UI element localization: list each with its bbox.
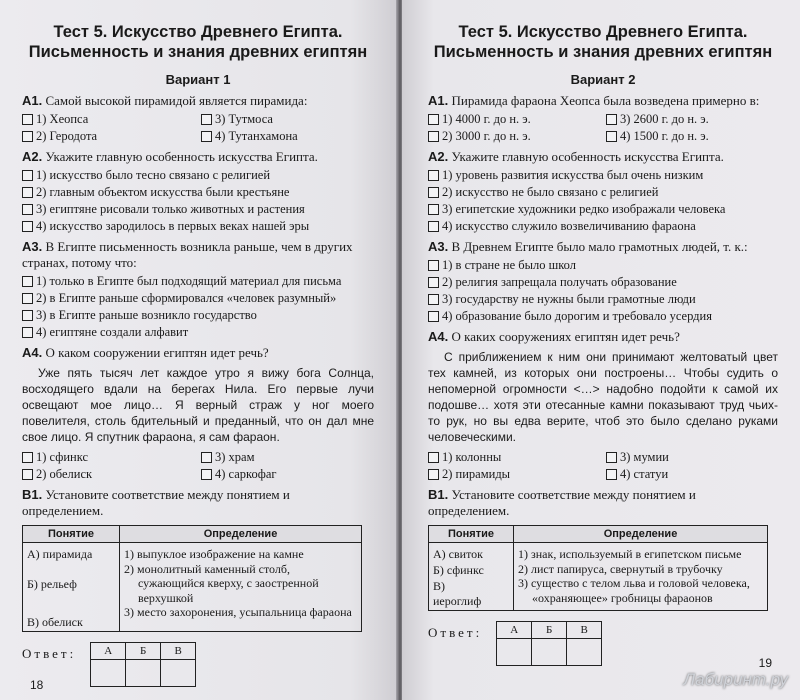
checkbox[interactable]: [606, 452, 617, 463]
option-label: 3) мумии: [620, 450, 669, 464]
checkbox[interactable]: [428, 114, 439, 125]
question-a2: [22, 149, 374, 165]
answer-option[interactable]: [606, 449, 778, 466]
checkbox[interactable]: [22, 469, 33, 480]
a4-options: [428, 449, 778, 483]
quoted-passage: С приближением к ним они принимают желтоватый цвет тех камней, из которых они построены… Чтобы судить о непомерной огромности <…> надобно подойти к самой их подошве… хотя эти отесанные камни показывают труд чьих-то рук, но вы едва верите, чтоб это было сделано руками человеческими.: [428, 350, 778, 444]
quoted-passage: Уже пять тысяч лет каждое утро я вижу бога Солнца, восходящего вдали на берегах Нила. Его первые лучи освещают мое лицо… Я верный страж у ног моего повелителя, столь бдительный и преданный, что он дал мне свое лицо. Я спутник фараона, я сам фараон.: [22, 366, 374, 444]
answer-option[interactable]: [22, 111, 195, 128]
column-header: Понятие: [23, 526, 120, 543]
option-label: 3) 2600 г. до н. э.: [620, 112, 709, 126]
option-label: 1) в стране не было школ: [442, 258, 577, 272]
answer-option[interactable]: [428, 257, 778, 274]
checkbox[interactable]: [428, 260, 439, 271]
answer-grid: [90, 642, 196, 687]
checkbox[interactable]: [22, 131, 33, 142]
question-a3: [22, 239, 374, 271]
option-label: 4) египтяне создали алфавит: [36, 325, 189, 339]
checkbox[interactable]: [22, 187, 33, 198]
option-label: 4) саркофаг: [215, 467, 277, 481]
answer-cell[interactable]: [126, 659, 161, 686]
option-label: 1) Хеопса: [36, 112, 89, 126]
answer-option[interactable]: [201, 128, 374, 145]
checkbox[interactable]: [22, 204, 33, 215]
term: Б) рельеф: [27, 577, 77, 591]
checkbox[interactable]: [606, 469, 617, 480]
question-text: Установите соответствие между понятием и определением.: [22, 487, 290, 518]
question-a4: [22, 345, 374, 361]
question-number: А1.: [428, 93, 449, 108]
question-number: А3.: [428, 239, 449, 254]
answer-col-header: В: [161, 642, 196, 659]
answer-option[interactable]: [22, 290, 374, 307]
checkbox[interactable]: [22, 170, 33, 181]
a4-options: [22, 449, 374, 483]
checkbox[interactable]: [428, 170, 439, 181]
page-number: 18: [30, 678, 44, 692]
option-label: 1) сфинкс: [36, 450, 89, 464]
question-text: Пирамида фараона Хеопса была возведена примерно в:: [451, 93, 760, 108]
option-label: 1) искусство было тесно связано с религией: [36, 168, 271, 182]
answer-col-header: Б: [532, 622, 567, 639]
answer-option[interactable]: [428, 111, 600, 128]
option-label: 4) искусство зародилось в первых веках нашей эры: [36, 219, 310, 233]
answer-col-header: Б: [126, 642, 161, 659]
option-label: 3) египтяне рисовали только животных и растения: [36, 202, 305, 216]
answer-option[interactable]: [22, 307, 374, 324]
term-cell: [429, 543, 514, 611]
answer-option[interactable]: [201, 449, 374, 466]
answer-cell[interactable]: [497, 639, 532, 666]
test-title-line1: Тест 5. Искусство Древнего Египта.: [53, 23, 343, 41]
answer-option[interactable]: [22, 201, 374, 218]
checkbox[interactable]: [428, 277, 439, 288]
answer-option[interactable]: [428, 218, 778, 235]
answer-option[interactable]: [22, 466, 195, 483]
answer-option[interactable]: [428, 184, 778, 201]
answer-cell[interactable]: [91, 659, 126, 686]
option-label: 4) искусство служило возвеличиванию фараона: [442, 219, 696, 233]
test-title-line2: Письменность и знания древних египтян: [433, 43, 773, 61]
test-title: [428, 22, 778, 62]
option-label: 3) храм: [215, 450, 255, 464]
column-header: Определение: [120, 526, 362, 543]
option-label: 3) государству не нужны были грамотные люди: [442, 292, 696, 306]
question-b1: [428, 487, 778, 519]
definition: 2) лист папируса, свернутый в трубочку: [518, 561, 723, 576]
term: А) свиток: [433, 547, 483, 561]
matching-table: [22, 525, 362, 632]
definition: 1) знак, используемый в египетском письме: [518, 547, 742, 561]
answer-option[interactable]: [606, 128, 778, 145]
option-label: 3) египетские художники редко изображали человека: [442, 202, 726, 216]
question-text: Самой высокой пирамидой является пирамида:: [45, 93, 308, 108]
answer-cell[interactable]: [161, 659, 196, 686]
question-number: А3.: [22, 239, 43, 254]
column-header: Определение: [514, 526, 768, 543]
answer-option[interactable]: [428, 449, 600, 466]
option-label: 3) Тутмоса: [215, 112, 273, 126]
checkbox[interactable]: [201, 114, 212, 125]
question-text: О каком сооружении египтян идет речь?: [45, 345, 269, 360]
question-a1: [22, 93, 374, 109]
question-text: В Древнем Египте было мало грамотных людей, т. к.:: [451, 239, 748, 254]
checkbox[interactable]: [22, 310, 33, 321]
option-label: 4) Тутанхамона: [215, 129, 298, 143]
checkbox[interactable]: [428, 204, 439, 215]
checkbox[interactable]: [428, 452, 439, 463]
answer-option[interactable]: [606, 111, 778, 128]
question-number: А4.: [22, 345, 43, 360]
answer-option[interactable]: [428, 128, 600, 145]
checkbox[interactable]: [22, 452, 33, 463]
watermark-logo: Лабиринт.ру: [683, 670, 788, 689]
page-number: 19: [758, 656, 772, 670]
definition: 3) существо с телом льва и головой человека, «охраняющее» гробницы фараонов: [518, 576, 750, 605]
checkbox[interactable]: [201, 469, 212, 480]
answer-option[interactable]: [428, 201, 778, 218]
option-label: 1) уровень развития искусства был очень низким: [442, 168, 704, 182]
answer-col-header: А: [91, 642, 126, 659]
right-page: [402, 0, 800, 700]
question-text: Укажите главную особенность искусства Египта.: [45, 149, 318, 164]
checkbox[interactable]: [428, 187, 439, 198]
option-label: 2) в Египте раньше сформировался «человек разумный»: [36, 291, 337, 305]
answer-label: Ответ:: [428, 625, 483, 640]
question-number: А2.: [22, 149, 43, 164]
answer-option[interactable]: [22, 324, 374, 341]
term: В) обелиск: [27, 615, 83, 629]
answer-col-header: В: [567, 622, 602, 639]
answer-option[interactable]: [428, 291, 778, 308]
option-label: 2) религия запрещала получать образование: [442, 275, 677, 289]
definition: 3) место захоронения, усыпальница фараона: [124, 605, 352, 619]
answer-option[interactable]: [606, 466, 778, 483]
checkbox[interactable]: [201, 131, 212, 142]
question-number: А1.: [22, 93, 43, 108]
answer-option[interactable]: [22, 167, 374, 184]
checkbox[interactable]: [22, 276, 33, 287]
answer-option[interactable]: [428, 308, 778, 325]
option-label: 2) Геродота: [36, 129, 98, 143]
option-label: 2) пирамиды: [442, 467, 511, 481]
answer-option[interactable]: [428, 466, 600, 483]
option-label: 2) искусство не было связано с религией: [442, 185, 659, 199]
test-title: [22, 22, 374, 62]
option-label: 1) только в Египте был подходящий материал для письма: [36, 274, 342, 288]
checkbox[interactable]: [606, 114, 617, 125]
option-label: 2) обелиск: [36, 467, 93, 481]
question-text: В Египте письменность возникла раньше, чем в других странах, потому что:: [22, 239, 353, 270]
checkbox[interactable]: [428, 221, 439, 232]
option-label: 4) образование было дорогим и требовало усердия: [442, 309, 712, 323]
option-label: 4) 1500 г. до н. э.: [620, 129, 709, 143]
test-title-line1: Тест 5. Искусство Древнего Египта.: [458, 23, 748, 41]
checkbox[interactable]: [428, 131, 439, 142]
variant-heading: Вариант 1: [165, 72, 231, 87]
left-page: [0, 0, 398, 700]
question-text: О каких сооружениях египтян идет речь?: [451, 329, 680, 344]
question-number: А2.: [428, 149, 449, 164]
answer-option[interactable]: [22, 128, 195, 145]
option-label: 4) статуи: [620, 467, 669, 481]
answer-option[interactable]: [428, 167, 778, 184]
left-page-content: [22, 22, 374, 687]
question-number: В1.: [428, 487, 449, 502]
checkbox[interactable]: [22, 293, 33, 304]
right-page-content: [428, 22, 778, 666]
definition: 1) выпуклое изображение на камне: [124, 547, 304, 561]
answer-cell[interactable]: [532, 639, 567, 666]
answer-col-header: А: [497, 622, 532, 639]
matching-table: [428, 525, 768, 611]
answer-option[interactable]: [428, 274, 778, 291]
definition-cell: [120, 543, 362, 632]
definition: 2) монолитный каменный столб, сужающийся кверху, с заостренной верхушкой: [124, 561, 319, 605]
option-label: 1) колонны: [442, 450, 502, 464]
option-label: 2) главным объектом искусства были крестьяне: [36, 185, 290, 199]
question-a3: [428, 239, 778, 255]
answer-option[interactable]: [201, 466, 374, 483]
answer-grid: [496, 621, 602, 666]
checkbox[interactable]: [428, 469, 439, 480]
answer-row: [428, 621, 778, 666]
question-number: А4.: [428, 329, 449, 344]
answer-option[interactable]: [201, 111, 374, 128]
question-text: Установите соответствие между понятием и определением.: [428, 487, 696, 518]
answer-label: Ответ:: [22, 645, 77, 661]
option-label: 1) 4000 г. до н. э.: [442, 112, 531, 126]
question-b1: [22, 487, 374, 519]
answer-option[interactable]: [22, 184, 374, 201]
a1-options: [428, 111, 778, 145]
term: В) иероглиф: [433, 579, 482, 608]
term: Б) сфинкс: [433, 563, 484, 577]
variant-heading: Вариант 2: [570, 72, 636, 87]
question-text: Укажите главную особенность искусства Египта.: [451, 149, 724, 164]
test-title-line2: Письменность и знания древних египтян: [28, 43, 368, 61]
checkbox[interactable]: [22, 114, 33, 125]
answer-option[interactable]: [22, 273, 374, 290]
checkbox[interactable]: [201, 452, 212, 463]
answer-option[interactable]: [22, 218, 374, 235]
term-cell: [23, 543, 120, 632]
definition-cell: [514, 543, 768, 611]
checkbox[interactable]: [428, 294, 439, 305]
checkbox[interactable]: [428, 311, 439, 322]
column-header: Понятие: [429, 526, 514, 543]
option-label: 3) в Египте раньше возникло государство: [36, 308, 257, 322]
answer-row: [22, 642, 374, 687]
checkbox[interactable]: [22, 221, 33, 232]
question-a4: [428, 329, 778, 345]
question-number: В1.: [22, 487, 43, 502]
option-label: 2) 3000 г. до н. э.: [442, 129, 531, 143]
checkbox[interactable]: [606, 131, 617, 142]
answer-cell[interactable]: [567, 639, 602, 666]
question-a1: [428, 93, 778, 109]
a1-options: [22, 111, 374, 145]
answer-option[interactable]: [22, 449, 195, 466]
question-a2: [428, 149, 778, 165]
checkbox[interactable]: [22, 327, 33, 338]
term: А) пирамида: [27, 547, 93, 561]
